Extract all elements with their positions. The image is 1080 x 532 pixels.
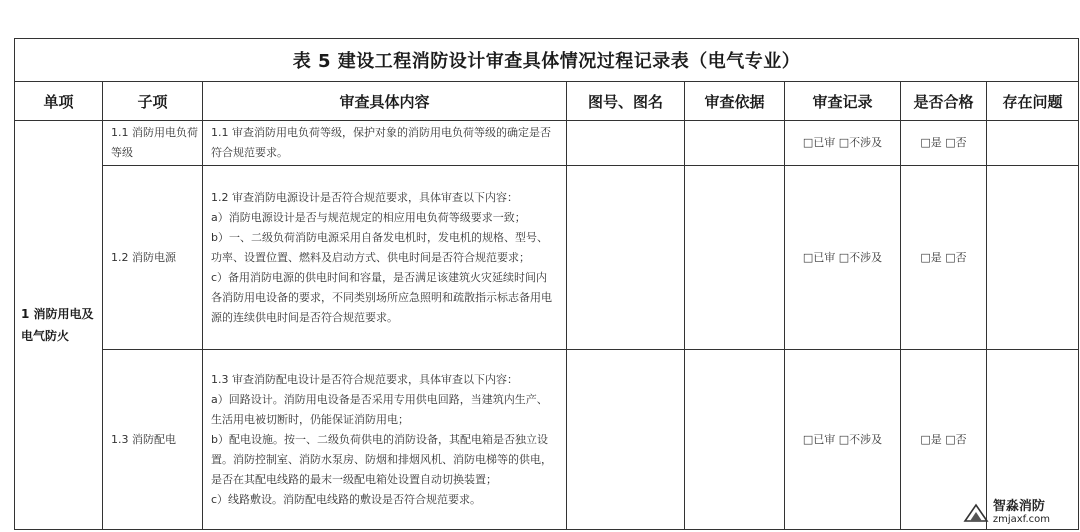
content-line: a）消防电源设计是否与规范规定的相应用电负荷等级要求一致； <box>211 210 526 224</box>
unit-cell: 1 消防用电及电气防火 <box>15 121 103 530</box>
drawing-cell <box>567 166 685 350</box>
content-cell <box>203 166 567 350</box>
content-line: b）一、二级负荷消防电源采用自备发电机时，发电机的规格、型号、功率、设置位置、燃料及启动方式、供电时间是否符合规范要求； <box>211 230 548 264</box>
drawing-cell <box>567 121 685 166</box>
sub-item-cell: 1.3 消防配电 <box>103 350 203 530</box>
col-header-content: 审查具体内容 <box>203 82 567 121</box>
record-checkbox[interactable]: □已审 □不涉及 <box>785 166 901 350</box>
table-row <box>15 121 1079 166</box>
content-line: c）线路敷设。消防配电线路的敷设是否符合规范要求。 <box>211 492 482 506</box>
content-line: 1.1 审查消防用电负荷等级，保护对象的消防用电负荷等级的确定是否符合规范要求。 <box>211 126 551 159</box>
drawing-cell <box>567 350 685 530</box>
basis-cell <box>685 121 785 166</box>
record-checkbox[interactable]: □已审 □不涉及 <box>785 350 901 530</box>
content-cell <box>203 121 567 166</box>
record-checkbox[interactable]: □已审 □不涉及 <box>785 121 901 166</box>
col-header-qualified: 是否合格 <box>901 82 987 121</box>
col-header-record: 审查记录 <box>785 82 901 121</box>
issues-cell <box>987 121 1079 166</box>
watermark-name: 智淼消防 <box>992 499 1045 514</box>
col-header-sub-item: 子项 <box>103 82 203 121</box>
content-line: 1.3 审查消防配电设计是否符合规范要求，具体审查以下内容： <box>211 372 518 386</box>
content-line: c）备用消防电源的供电时间和容量，是否满足该建筑火灾延续时间内各消防用电设备的要求，不同类别场所应急照明和疏散指示标志备用电源的连续供电时间是否符合规范要求。 <box>211 270 552 324</box>
basis-cell <box>685 166 785 350</box>
watermark-url: zmjaxf.com <box>992 514 1050 525</box>
content-line: 1.2 审查消防电源设计是否符合规范要求，具体审查以下内容： <box>211 190 518 204</box>
table-row <box>15 350 1079 530</box>
sub-item-cell: 1.1 消防用电负荷等级 <box>103 121 203 166</box>
qualified-checkbox[interactable]: □是 □否 <box>901 350 987 530</box>
watermark <box>963 500 1050 526</box>
issues-cell <box>987 166 1079 350</box>
sub-item-cell: 1.2 消防电源 <box>103 166 203 350</box>
header-row <box>15 82 1079 121</box>
table-row <box>15 166 1079 350</box>
col-header-issues: 存在问题 <box>987 82 1079 121</box>
col-header-basis: 审查依据 <box>685 82 785 121</box>
qualified-checkbox[interactable]: □是 □否 <box>901 121 987 166</box>
basis-cell <box>685 350 785 530</box>
content-cell <box>203 350 567 530</box>
content-line: b）配电设施。按一、二级负荷供电的消防设备，其配电箱是否独立设置。消防控制室、消防水泵房、防烟和排烟风机、消防电梯等的供电，是否在其配电线路的最末一级配电箱处设置自动切换装置； <box>211 432 552 486</box>
content-line: a）回路设计。消防用电设备是否采用专用供电回路，当建筑内生产、生活用电被切断时，仍能保证消防用电； <box>211 392 548 426</box>
col-header-drawing: 图号、图名 <box>567 82 685 121</box>
qualified-checkbox[interactable]: □是 □否 <box>901 166 987 350</box>
table-title: 表 5 建设工程消防设计审查具体情况过程记录表（电气专业） <box>15 39 1079 82</box>
logo-icon <box>963 503 989 523</box>
col-header-unit: 单项 <box>15 82 103 121</box>
review-record-table <box>14 38 1079 530</box>
